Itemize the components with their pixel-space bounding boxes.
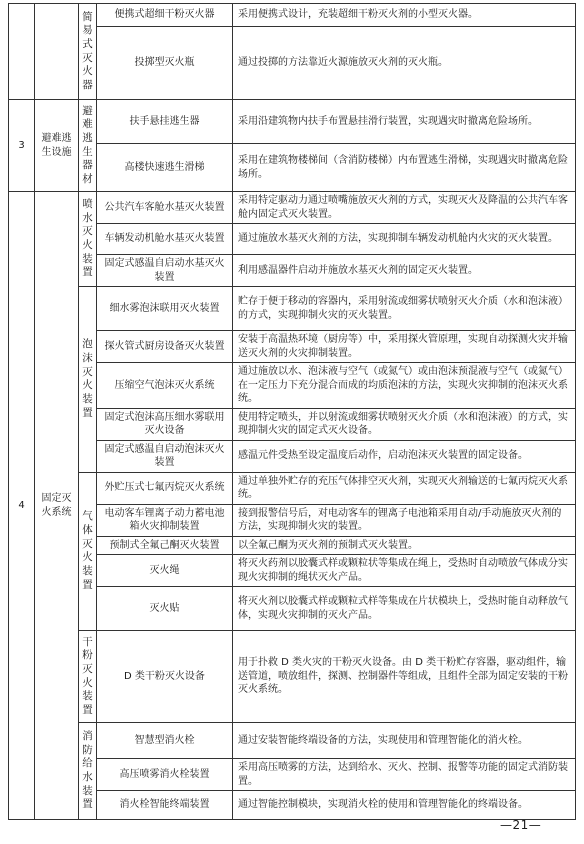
table-row [9, 100, 576, 144]
item-name: 外贮压式七氟丙烷灭火系统 [97, 472, 233, 504]
item-name: 灭火绳 [97, 555, 233, 587]
item-name: 固定式泡沫高压细水雾联用灭火设备 [97, 408, 233, 440]
item-description: 接到报警信号后，对电动客车的锂离子电池箱采用自动/手动施放灭火剂的方法，实现抑制火灾的装置。 [233, 504, 576, 536]
item-description: 采用在建筑物楼梯间（含消防楼梯）内布置逃生滑梯，实现遇灾时撤离危险场所。 [233, 144, 576, 192]
page-number: —21— [500, 818, 542, 832]
item-name: 高楼快速逃生滑梯 [97, 144, 233, 192]
item-description: 采用特定驱动力通过喷嘴施放灭火剂的方式，实现灭火及降温的公共汽车客舱内固定式灭火装置。 [233, 192, 576, 224]
item-description: 贮存于便于移动的容器内，采用射流或细雾状喷射灭火介质（水和泡沫液）的方式，实现抑制火灾的灭火装置。 [233, 287, 576, 331]
item-name: 公共汽车客舱水基灭火装置 [97, 192, 233, 224]
group-label: 消防给水装置 [79, 723, 97, 820]
item-name: 细水雾泡沫联用灭火装置 [97, 287, 233, 331]
item-name: 消火栓智能终端装置 [97, 791, 233, 820]
group-label: 气体灭火装置 [79, 472, 97, 631]
item-description: 将灭火剂以胶囊式样或颗粒式样等集成在片状模块上，受热时能自动释放气体，实现火灾抑制的灭火产品。 [233, 587, 576, 631]
table-row [9, 287, 576, 331]
item-name: 智慧型消火栓 [97, 723, 233, 759]
item-name: 扶手悬挂逃生器 [97, 100, 233, 144]
item-description: 采用便携式设计，充装超细干粉灭火剂的小型灭火器。 [233, 4, 576, 27]
item-name: 压缩空气泡沫灭火系统 [97, 363, 233, 409]
section-category: 避难逃生设施 [35, 100, 79, 192]
item-description: 通过施放水基灭火剂的方法，实现抑制车辆发动机舱内火灾的灭火装置。 [233, 224, 576, 255]
item-description: 用于扑救 D 类火灾的干粉灭火设备。由 D 类干粉贮存容器，驱动组件，输送管道，喷放组件，探测、控制器件等组成，且组件全部为固定安装的干粉灭火系统。 [233, 631, 576, 723]
table-row [9, 631, 576, 723]
item-name: 电动客车锂离子动力蓄电池箱火灾抑制装置 [97, 504, 233, 536]
item-description: 通过施放以水、泡沫液与空气（或氮气）或由泡沫预混液与空气（或氮气）在一定压力下充分混合而成的均质泡沫的方法，实现火灾抑制的泡沫灭火系统。 [233, 363, 576, 409]
item-name: 便携式超细干粉灭火器 [97, 4, 233, 27]
item-description: 感温元件受热至设定温度后动作，启动泡沫灭火装置的固定设备。 [233, 440, 576, 472]
item-description: 安装于高温热环境（厨房等）中，采用探火管原理，实现自动探测火灾并输送灭火剂的火灾抑制装置。 [233, 331, 576, 363]
item-description: 通过安装智能终端设备的方法，实现使用和管理智能化的消火栓。 [233, 723, 576, 759]
equipment-table [8, 3, 576, 820]
item-description: 通过投掷的方法靠近火源施放灭火剂的灭火瓶。 [233, 27, 576, 100]
item-description: 采用高压喷雾的方法，达到给水、灭火、控制、报警等功能的固定式消防装置。 [233, 759, 576, 791]
item-name: 固定式感温自启动泡沫灭火装置 [97, 440, 233, 472]
group-label: 避难逃生器材 [79, 100, 97, 192]
section-number: 3 [9, 100, 35, 192]
item-description: 利用感温器件启动并施放水基灭火剂的固定灭火装置。 [233, 255, 576, 287]
item-name: 预制式全氟己酮灭火装置 [97, 536, 233, 555]
item-name: 探火管式厨房设备灭火装置 [97, 331, 233, 363]
section-number [9, 4, 35, 100]
section-category [35, 4, 79, 100]
group-label: 简易式灭火器 [79, 4, 97, 100]
item-name: 灭火贴 [97, 587, 233, 631]
item-description: 采用沿建筑物内扶手布置悬挂滑行装置，实现遇灾时撤离危险场所。 [233, 100, 576, 144]
table-row [9, 723, 576, 759]
item-name: 高压喷雾消火栓装置 [97, 759, 233, 791]
item-name: 车辆发动机舱水基灭火装置 [97, 224, 233, 255]
section-number: 4 [9, 192, 35, 820]
group-label: 喷水灭火装置 [79, 192, 97, 287]
group-label: 泡沫灭火装置 [79, 287, 97, 473]
item-description: 通过单独外贮存的充压气体排空灭火剂，实现灭火剂输送的七氟丙烷灭火系统。 [233, 472, 576, 504]
group-label: 干粉灭火装置 [79, 631, 97, 723]
item-description: 通过智能控制模块，实现消火栓的使用和管理智能化的终端设备。 [233, 791, 576, 820]
item-description: 以全氟己酮为灭火剂的预制式灭火装置。 [233, 536, 576, 555]
item-name: 投掷型灭火瓶 [97, 27, 233, 100]
table-row [9, 4, 576, 27]
table-row [9, 472, 576, 504]
item-name: D 类干粉灭火设备 [97, 631, 233, 723]
item-name: 固定式感温自启动水基灭火装置 [97, 255, 233, 287]
section-category: 固定灭火系统 [35, 192, 79, 820]
item-description: 将灭火药剂以胶囊式样或颗粒状等集成在绳上，受热时自动喷放气体成分实现火灾抑制的绳状灭火产品。 [233, 555, 576, 587]
item-description: 使用特定喷头，并以射流或细雾状喷射灭火介质（水和泡沫液）的方式，实现抑制火灾的固定式灭火设备。 [233, 408, 576, 440]
table-row [9, 192, 576, 224]
